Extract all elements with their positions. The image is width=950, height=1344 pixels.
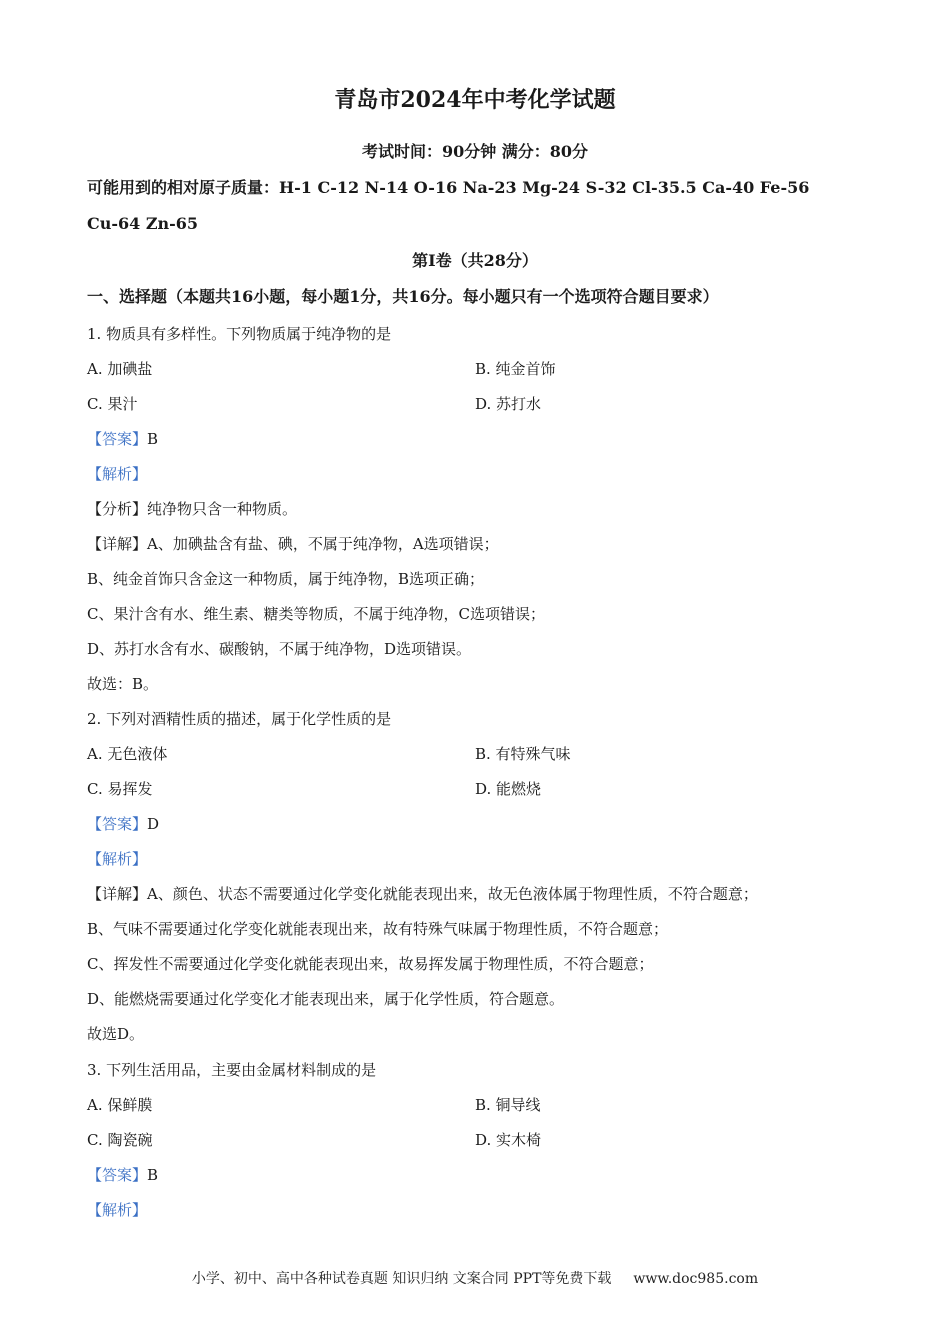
footer-text: 小学、初中、高中各种试卷真题 知识归纳 文案合同 PPT等免费下载 bbox=[191, 1271, 612, 1287]
question-3-option-c: C. 陶瓷碗 bbox=[87, 1131, 153, 1149]
question-2-answer bbox=[87, 814, 159, 834]
answer-tag: 【答案】 bbox=[87, 1166, 148, 1184]
answer-value: D bbox=[147, 815, 160, 833]
detail-text: A、加碘盐含有盐、碘，不属于纯净物，A选项错误； bbox=[147, 535, 499, 553]
page-footer bbox=[0, 1269, 950, 1289]
question-3-analysis-tag: 【解析】 bbox=[87, 1201, 148, 1219]
question-1-answer bbox=[87, 429, 158, 449]
question-2-option-b: B. 有特殊气味 bbox=[475, 745, 571, 763]
question-2-option-a: A. 无色液体 bbox=[87, 745, 168, 763]
question-2-stem: 2. 下列对酒精性质的描述，属于化学性质的是 bbox=[87, 710, 392, 728]
question-2-option-c: C. 易挥发 bbox=[87, 780, 153, 798]
question-3-answer bbox=[87, 1165, 158, 1185]
volume-heading: 第Ⅰ卷（共28分） bbox=[412, 251, 538, 270]
question-1-detail-d: D、苏打水含有水、碳酸钠，不属于纯净物，D选项错误。 bbox=[87, 640, 472, 658]
answer-tag: 【答案】 bbox=[87, 815, 148, 833]
question-2-detail-d: D、能燃烧需要通过化学变化才能表现出来，属于化学性质，符合题意。 bbox=[87, 990, 565, 1008]
question-1-option-b: B. 纯金首饰 bbox=[475, 360, 556, 378]
exam-info: 考试时间：90分钟 满分：80分 bbox=[361, 142, 589, 161]
question-1-detail-b: B、纯金首饰只含金这一种物质，属于纯净物，B选项正确； bbox=[87, 570, 485, 588]
answer-value: B bbox=[147, 1166, 159, 1184]
page-title: 青岛市2024年中考化学试题 bbox=[334, 87, 616, 113]
question-2-detail-b: B、气味不需要通过化学变化就能表现出来，故有特殊气味属于物理性质，不符合题意； bbox=[87, 920, 669, 938]
question-2-analysis-tag: 【解析】 bbox=[87, 850, 148, 868]
question-2-detail-c: C、挥发性不需要通过化学变化就能表现出来，故易挥发属于物理性质，不符合题意； bbox=[87, 955, 654, 973]
detail-tag: 【详解】 bbox=[87, 535, 148, 553]
atomic-mass-line-2: Cu-64 Zn-65 bbox=[87, 214, 199, 233]
answer-tag: 【答案】 bbox=[87, 430, 148, 448]
question-1-detail-c: C、果汁含有水、维生素、糖类等物质，不属于纯净物，C选项错误； bbox=[87, 605, 545, 623]
question-3-option-a: A. 保鲜膜 bbox=[87, 1096, 153, 1114]
detail-tag: 【详解】 bbox=[87, 885, 148, 903]
question-3-option-b: B. 铜导线 bbox=[475, 1096, 541, 1114]
question-1-detail-a bbox=[87, 534, 499, 554]
question-1-option-d: D. 苏打水 bbox=[475, 395, 542, 413]
fenxi-tag: 【分析】 bbox=[87, 500, 148, 518]
question-1-option-c: C. 果汁 bbox=[87, 395, 138, 413]
question-3-stem: 3. 下列生活用品，主要由金属材料制成的是 bbox=[87, 1061, 377, 1079]
question-2-conclusion: 故选D。 bbox=[87, 1025, 145, 1043]
fenxi-text: 纯净物只含一种物质。 bbox=[147, 500, 298, 518]
question-2-option-d: D. 能燃烧 bbox=[475, 780, 542, 798]
answer-value: B bbox=[147, 430, 159, 448]
question-1-analysis-tag: 【解析】 bbox=[87, 465, 148, 483]
detail-text: A、颜色、状态不需要通过化学变化就能表现出来，故无色液体属于物理性质，不符合题意； bbox=[147, 885, 758, 903]
atomic-mass-line-1: 可能用到的相对原子质量：H-1 C-12 N-14 O-16 Na-23 Mg-24 S-32 Cl-35.5 Ca-40 Fe-56 bbox=[87, 178, 810, 197]
question-2-detail-a bbox=[87, 884, 758, 904]
question-1-conclusion: 故选：B。 bbox=[87, 675, 159, 693]
question-1-stem: 1. 物质具有多样性。下列物质属于纯净物的是 bbox=[87, 325, 392, 343]
question-1-fenxi bbox=[87, 499, 297, 519]
question-1-option-a: A. 加碘盐 bbox=[87, 360, 153, 378]
footer-site-link[interactable]: www.doc985.com bbox=[633, 1271, 759, 1287]
section-heading: 一、选择题（本题共16小题，每小题1分，共16分。每小题只有一个选项符合题目要求） bbox=[87, 287, 719, 306]
question-3-option-d: D. 实木椅 bbox=[475, 1131, 542, 1149]
